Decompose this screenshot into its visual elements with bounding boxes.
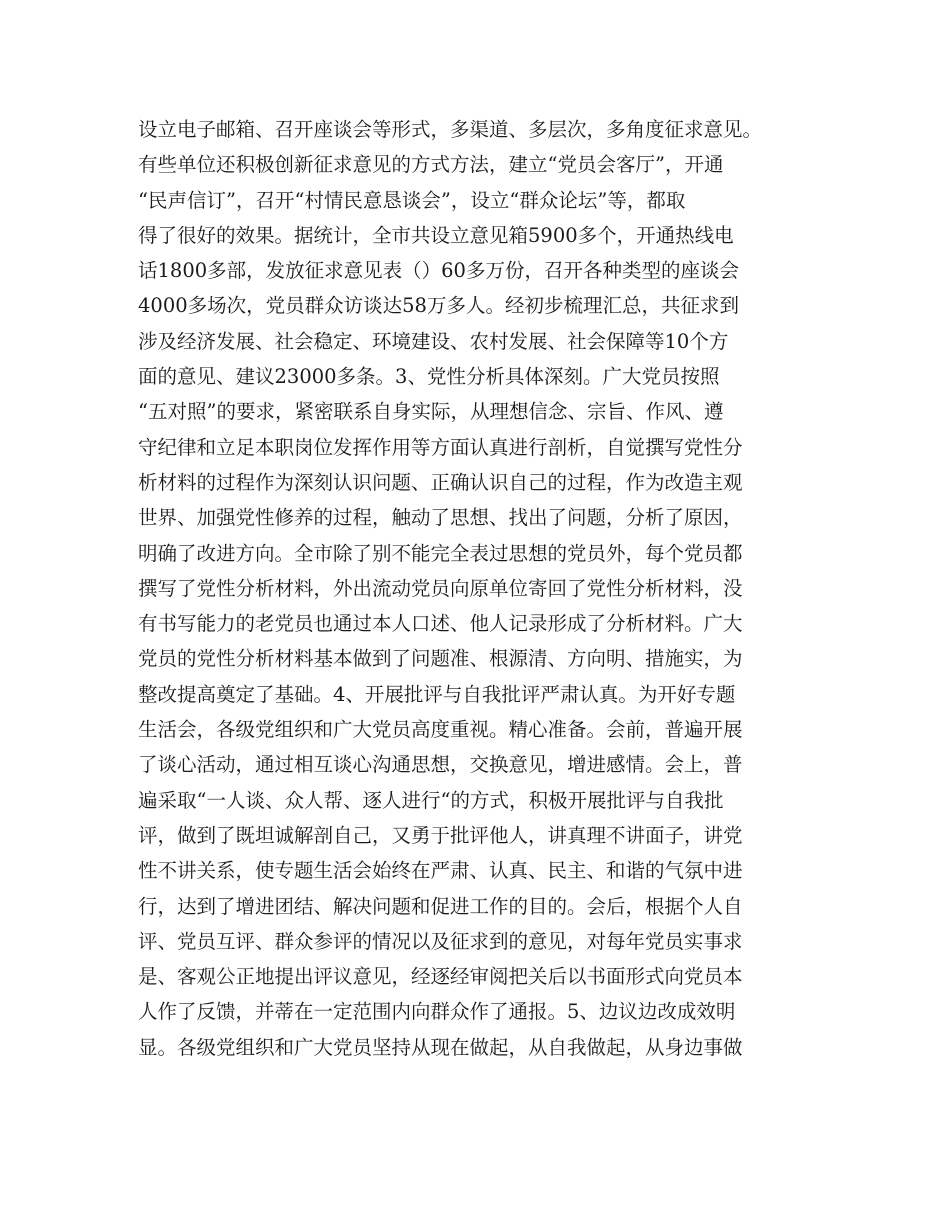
text-line: 遍采取“一人谈、众人帮、逐人进行“的方式，积极开展批评与自我批: [138, 788, 724, 812]
text-line: 析材料的过程作为深刻认识问题、正确认识自己的过程，作为改造主观: [138, 470, 743, 494]
text-line: 是、客观公正地提出评议意见，经逐经审阅把关后以书面形式向党员本: [138, 965, 743, 989]
text-line: 有些单位还积极创新征求意见的方式方法，建立“党员会客厅”，开通: [138, 153, 724, 177]
text-line: 人作了反馈，并蒂在一定范围内向群众作了通报。5、边议边改成效明: [138, 1000, 736, 1024]
text-line: 显。各级党组织和广大党员坚持从现在做起，从自我做起，从身边事做: [138, 1035, 743, 1059]
text-line: 世界、加强党性修养的过程，触动了思想、找出了问题，分析了原因，: [138, 506, 743, 530]
text-line: 生活会，各级党组织和广大党员高度重视。精心准备。会前，普遍开展: [138, 718, 743, 742]
text-line: 了谈心活动，通过相互谈心沟通思想，交换意见，增进感情。会上，普: [138, 753, 743, 777]
text-line: 面的意见、建议23000多条。3、党性分析具体深刻。广大党员按照: [138, 365, 720, 389]
text-line: 撰写了党性分析材料，外出流动党员向原单位寄回了党性分析材料，没: [138, 576, 743, 600]
text-line: 有书写能力的老党员也通过本人口述、他人记录形成了分析材料。广大: [138, 612, 743, 636]
text-line: 得了很好的效果。据统计，全市共设立意见箱5900多个，开通热线电: [138, 223, 734, 247]
text-line: 明确了改进方向。全市除了别不能完全表过思想的党员外，每个党员都: [138, 541, 743, 565]
text-line: “五对照”的要求，紧密联系自身实际，从理想信念、宗旨、作风、遵: [138, 400, 724, 424]
text-line: 守纪律和立足本职岗位发挥作用等方面认真进行剖析，自觉撰写党性分: [138, 435, 743, 459]
text-line: 党员的党性分析材料基本做到了问题准、根源清、方向明、措施实，为: [138, 647, 743, 671]
text-line: 设立电子邮箱、召开座谈会等形式，多渠道、多层次，多角度征求意见。: [138, 118, 763, 141]
text-line: 评、党员互评、群众参评的情况以及征求到的意见，对每年党员实事求: [138, 929, 743, 953]
text-line: 评，做到了既坦诚解剖自己，又勇于批评他人，讲真理不讲面子，讲党: [138, 823, 743, 847]
body-text: [138, 112, 828, 1065]
text-line: 涉及经济发展、社会稳定、环境建设、农村发展、社会保障等10个方: [138, 329, 729, 353]
text-line: 话1800多部，发放征求意见表（）60多万份，召开各种类型的座谈会: [138, 259, 739, 283]
text-line: 性不讲关系，使专题生活会始终在严肃、认真、民主、和谐的气氛中进: [138, 859, 743, 883]
text-line: 行，达到了增进团结、解决问题和促进工作的目的。会后，根据个人自: [138, 894, 743, 918]
text-line: 4000多场次，党员群众访谈达58万多人。经初步梳理汇总，共征求到: [138, 294, 739, 318]
text-line: “民声信订”，召开“村情民意恳谈会”，设立“群众论坛”等，都取: [138, 188, 686, 212]
text-line: 整改提高奠定了基础。4、开展批评与自我批评严肃认真。为开好专题: [138, 682, 736, 706]
